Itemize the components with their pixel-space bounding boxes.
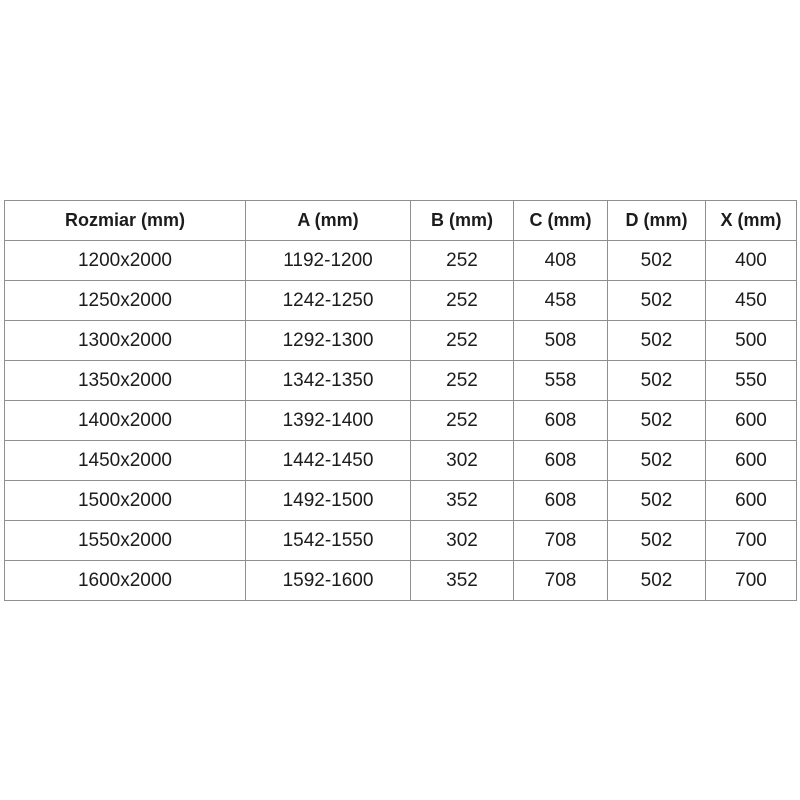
table-cell: 252 (411, 361, 514, 401)
table-cell: 608 (514, 481, 608, 521)
table-cell: 502 (608, 401, 706, 441)
column-header-rozmiar: Rozmiar (mm) (5, 201, 246, 241)
table-cell: 500 (706, 321, 797, 361)
table-cell: 1500x2000 (5, 481, 246, 521)
table-cell: 1200x2000 (5, 241, 246, 281)
table-cell: 1400x2000 (5, 401, 246, 441)
table-cell: 408 (514, 241, 608, 281)
table-header (5, 201, 797, 241)
table-cell: 1550x2000 (5, 521, 246, 561)
table-cell: 1492-1500 (246, 481, 411, 521)
table-cell: 1300x2000 (5, 321, 246, 361)
table-row (5, 361, 797, 401)
table-cell: 558 (514, 361, 608, 401)
table-cell: 1542-1550 (246, 521, 411, 561)
table-cell: 252 (411, 321, 514, 361)
table-cell: 1442-1450 (246, 441, 411, 481)
table-cell: 352 (411, 561, 514, 601)
size-table-body (5, 241, 797, 601)
table-row (5, 481, 797, 521)
table-cell: 508 (514, 321, 608, 361)
table-cell: 1392-1400 (246, 401, 411, 441)
table-cell: 1592-1600 (246, 561, 411, 601)
table-cell: 502 (608, 361, 706, 401)
table-cell: 708 (514, 561, 608, 601)
table-row (5, 521, 797, 561)
table-cell: 608 (514, 401, 608, 441)
table-cell: 450 (706, 281, 797, 321)
table-cell: 1292-1300 (246, 321, 411, 361)
table-row (5, 401, 797, 441)
table-cell: 400 (706, 241, 797, 281)
table-cell: 708 (514, 521, 608, 561)
table-cell: 600 (706, 441, 797, 481)
table-cell: 502 (608, 561, 706, 601)
table-row (5, 321, 797, 361)
column-header-a: A (mm) (246, 201, 411, 241)
table-cell: 1250x2000 (5, 281, 246, 321)
column-header-b: B (mm) (411, 201, 514, 241)
table-row (5, 441, 797, 481)
table-cell: 252 (411, 241, 514, 281)
table-row (5, 281, 797, 321)
table-cell: 458 (514, 281, 608, 321)
table-cell: 600 (706, 401, 797, 441)
table-cell: 700 (706, 521, 797, 561)
size-specification-table (4, 200, 797, 601)
table-cell: 700 (706, 561, 797, 601)
column-header-d: D (mm) (608, 201, 706, 241)
table-cell: 550 (706, 361, 797, 401)
column-header-x: X (mm) (706, 201, 797, 241)
table-cell: 600 (706, 481, 797, 521)
table-cell: 1350x2000 (5, 361, 246, 401)
table-cell: 302 (411, 441, 514, 481)
table-cell: 1450x2000 (5, 441, 246, 481)
table-cell: 252 (411, 401, 514, 441)
table-cell: 352 (411, 481, 514, 521)
table-cell: 1342-1350 (246, 361, 411, 401)
table-cell: 502 (608, 241, 706, 281)
table-cell: 502 (608, 321, 706, 361)
table-cell: 502 (608, 521, 706, 561)
table-cell: 302 (411, 521, 514, 561)
table-cell: 1192-1200 (246, 241, 411, 281)
table-cell: 502 (608, 441, 706, 481)
table-cell: 502 (608, 281, 706, 321)
table-row (5, 561, 797, 601)
column-header-c: C (mm) (514, 201, 608, 241)
table-cell: 1600x2000 (5, 561, 246, 601)
table-cell: 502 (608, 481, 706, 521)
table-cell: 1242-1250 (246, 281, 411, 321)
table-cell: 608 (514, 441, 608, 481)
table-cell: 252 (411, 281, 514, 321)
table-row (5, 241, 797, 281)
header-row (5, 201, 797, 241)
